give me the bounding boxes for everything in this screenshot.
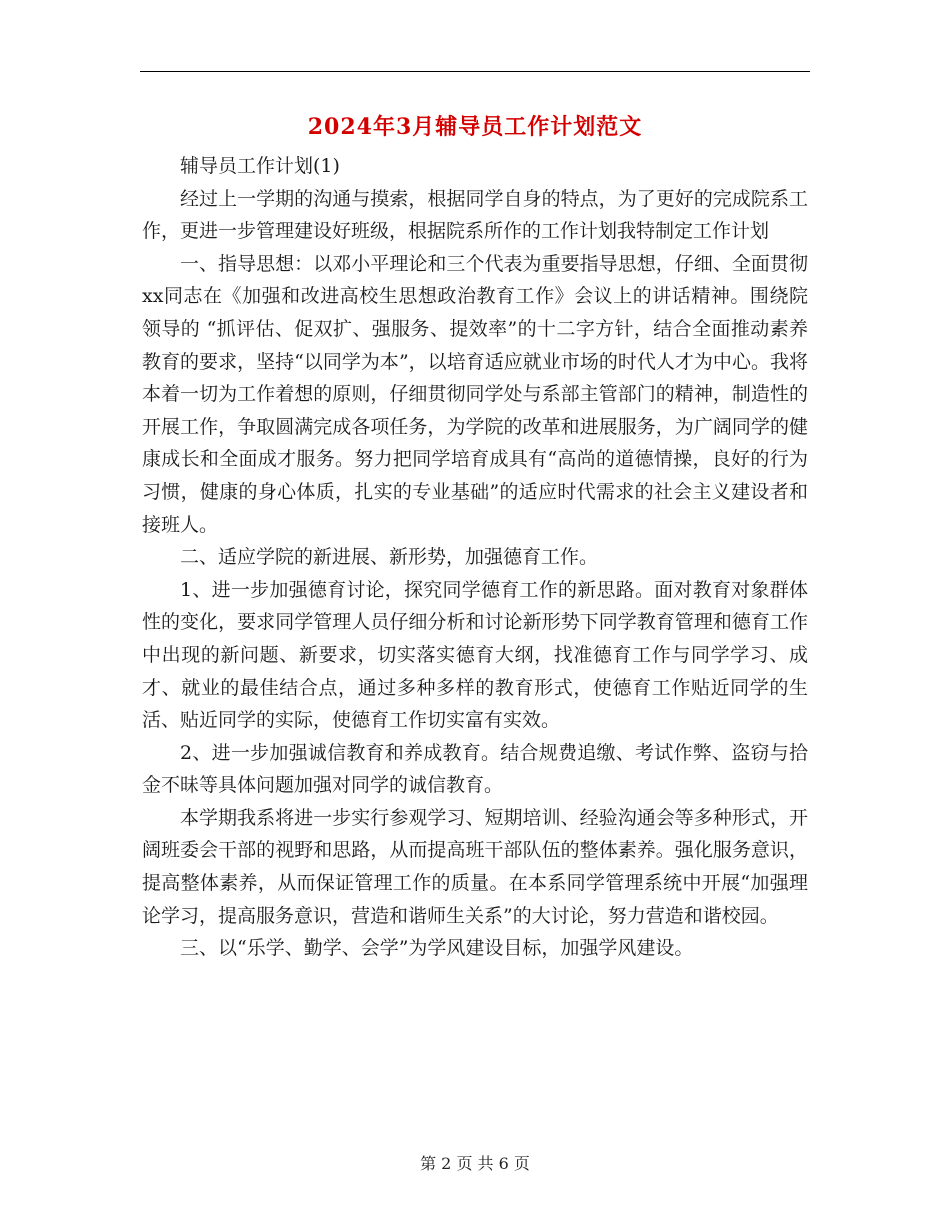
paragraph-item-two: 2、进一步加强诚信教育和养成教育。结合规费追缴、考试作弊、盗窃与拾金不昧等具体问题加强对同学的诚信教育。 (142, 741, 808, 797)
paragraph-guiding-thought: 一、指导思想：以邓小平理论和三个代表为重要指导思想，仔细、全面贯彻xx同志在《加强和改进高校生思想政治教育工作》会议上的讲话精神。围绕院领导的 “抓评估、促双扩、强服务、提效率”的十二字方针，结合全面推动素养教育的要求，坚持“以同学为本”，以培育适应就业市场的时代人才为中心。我将本着一切为工作着想的原则，仔细贯彻同学处与系部主管部门的精神，制造性的开展工作，争取圆满完成各项任务，为学院的改革和进展服务，为广阔同学的健康成长和全面成才服务。努力把同学培育成具有“高尚的道德情操，良好的行为习惯，健康的身心体质，扎实的专业基础”的适应时代需求的社会主义建设者和接班人。 (142, 252, 808, 536)
document-title: 2024年3月辅导员工作计划范文 (307, 114, 643, 140)
header-rule (140, 71, 810, 72)
page-number: 第 2 页 共 6 页 (420, 1154, 530, 1173)
paragraph-section-three: 三、以“乐学、勤学、会学”为学风建设目标，加强学风建设。 (180, 937, 694, 960)
paragraph-intro: 经过上一学期的沟通与摸索，根据同学自身的特点，为了更好的完成院系工作，更进一步管理建设好班级，根据院系所作的工作计划我特制定工作计划 (142, 187, 808, 243)
paragraph-semester-plan: 本学期我系将进一步实行参观学习、短期培训、经验沟通会等多种形式，开阔班委会干部的视野和思路，从而提高班干部队伍的整体素养。强化服务意识，提高整体素养，从而保证管理工作的质量。在本系同学管理系统中开展“加强理论学习，提高服务意识，营造和谐师生关系”的大讨论，努力营造和谐校园。 (142, 806, 808, 927)
paragraph-item-one: 1、进一步加强德育讨论，探究同学德育工作的新思路。面对教育对象群体性的变化，要求同学管理人员仔细分析和讨论新形势下同学教育管理和德育工作中出现的新问题、新要求，切实落实德育大纲，找准德育工作与同学学习、成才、就业的最佳结合点，通过多种多样的教育形式，使德育工作贴近同学的生活、贴近同学的实际，使德育工作切实富有实效。 (142, 578, 808, 732)
document-body (142, 150, 808, 965)
paragraph-heading: 辅导员工作计划(1) (180, 155, 340, 177)
paragraph-section-two: 二、适应学院的新进展、新形势，加强德育工作。 (180, 546, 599, 569)
